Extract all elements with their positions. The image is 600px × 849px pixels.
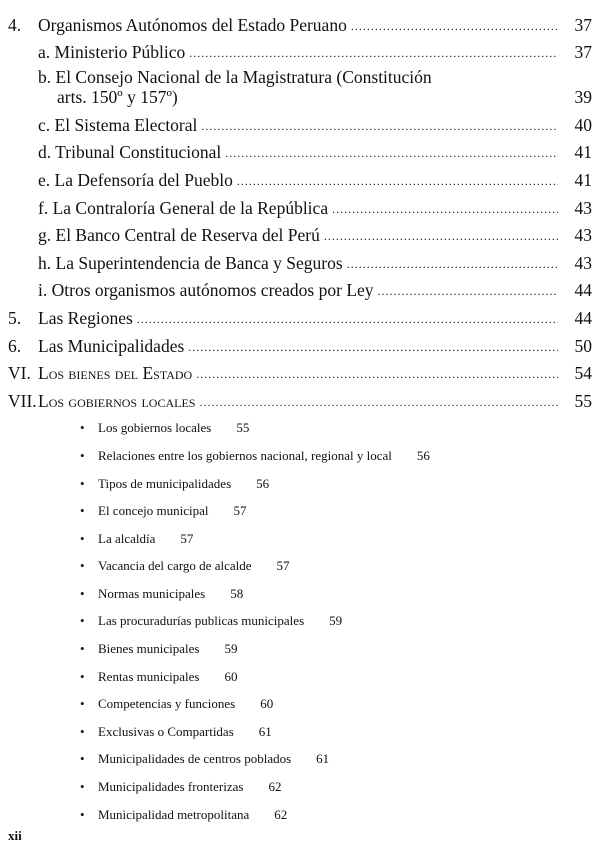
toc-entry	[0, 521, 194, 549]
dot-leader	[225, 144, 558, 162]
toc-entry	[0, 62, 600, 107]
bullet-icon: •	[80, 613, 85, 629]
dot-leader	[332, 200, 558, 218]
dot-leader	[324, 227, 558, 245]
page-ref: 59	[224, 641, 238, 657]
bullet-icon: •	[80, 530, 85, 546]
toc-entry	[0, 576, 244, 604]
entry-title: Municipalidades de centros poblados	[98, 751, 292, 767]
entry-number: VI.	[8, 363, 31, 384]
page-ref: 60	[260, 696, 274, 712]
entry-title: Exclusivas o Compartidas	[98, 723, 234, 739]
page-ref: 44	[574, 280, 592, 301]
page-ref: 57	[180, 530, 194, 546]
toc-entry	[0, 190, 600, 218]
entry-title: i. Otros organismos autónomos creados por Ley	[38, 280, 374, 301]
bullet-icon: •	[80, 806, 85, 822]
dot-leader	[237, 172, 558, 190]
page-ref: 37	[574, 42, 592, 63]
page-ref: 41	[574, 169, 592, 190]
page-ref: 61	[258, 723, 272, 739]
entry-title: Municipalidad metropolitana	[98, 806, 250, 822]
entry-title: Rentas municipales	[98, 668, 200, 684]
entry-number: VII.	[8, 390, 37, 411]
entry-title: Organismos Autónomos del Estado Peruano	[38, 14, 347, 35]
toc-entry	[0, 162, 600, 190]
page-ref: 43	[574, 225, 592, 246]
page-ref: 56	[416, 447, 430, 463]
entry-title: Los gobiernos locales	[38, 390, 196, 411]
page-ref: 57	[233, 503, 247, 519]
toc-entry	[0, 549, 290, 577]
toc-entry	[0, 742, 330, 770]
toc-entry	[0, 714, 272, 742]
dot-leader	[199, 393, 558, 411]
entry-number: 5.	[8, 307, 22, 328]
toc-entry	[0, 411, 250, 439]
page-ref: 40	[574, 114, 592, 135]
entry-number: 4.	[8, 14, 22, 35]
entry-title: h. La Superintendencia de Banca y Seguros	[38, 252, 343, 273]
entry-number: 6.	[8, 335, 22, 356]
bullet-icon: •	[80, 779, 85, 795]
page-ref: 55	[236, 420, 250, 436]
toc-entry	[0, 218, 600, 246]
page-ref: 62	[268, 779, 282, 795]
entry-title: Normas municipales	[98, 585, 206, 601]
entry-title: d. Tribunal Constitucional	[38, 142, 222, 163]
toc-entry	[0, 438, 430, 466]
page-ref: 39	[574, 87, 592, 108]
toc-entry	[0, 797, 288, 825]
entry-title: Relaciones entre los gobiernos nacional, regional y local	[98, 447, 392, 463]
table-of-contents	[0, 7, 600, 825]
bullet-icon: •	[80, 447, 85, 463]
bullet-icon: •	[80, 751, 85, 767]
bullet-icon: •	[80, 641, 85, 657]
page-ref: 59	[329, 613, 343, 629]
entry-title: Los bienes del Estado	[38, 363, 193, 384]
page-ref: 55	[574, 390, 592, 411]
toc-entry	[0, 135, 600, 163]
toc-entry	[0, 273, 600, 301]
entry-title: Competencias y funciones	[98, 696, 236, 712]
entry-title: Tipos de municipalidades	[98, 475, 232, 491]
entry-title	[0, 67, 562, 107]
entry-title: Las Regiones	[38, 307, 133, 328]
page-number: xii	[8, 828, 22, 843]
page-ref: 43	[574, 252, 592, 273]
toc-entry	[0, 300, 600, 328]
toc-entry	[0, 604, 343, 632]
entry-title: a. Ministerio Público	[38, 42, 186, 63]
bullet-icon: •	[80, 723, 85, 739]
bullet-icon: •	[80, 558, 85, 574]
dot-leader	[137, 310, 558, 328]
bullet-icon: •	[80, 696, 85, 712]
toc-entry	[0, 7, 600, 35]
entry-title: Bienes municipales	[98, 641, 200, 657]
toc-entry	[0, 494, 247, 522]
entry-title: Las Municipalidades	[38, 335, 185, 356]
page-ref: 50	[574, 335, 592, 356]
page-ref: 60	[224, 668, 238, 684]
bullet-icon: •	[80, 585, 85, 601]
page-ref: 41	[574, 142, 592, 163]
toc-entry	[0, 245, 600, 273]
dot-leader	[201, 117, 558, 135]
entry-title: e. La Defensoría del Pueblo	[38, 169, 233, 190]
toc-entry	[0, 35, 600, 63]
dot-leader	[347, 255, 558, 273]
entry-title: Vacancia del cargo de alcalde	[98, 558, 252, 574]
entry-title: c. El Sistema Electoral	[38, 114, 198, 135]
entry-title: g. El Banco Central de Reserva del Perú	[38, 225, 320, 246]
toc-entry	[0, 383, 600, 411]
dot-leader	[351, 17, 558, 35]
toc-entry	[0, 687, 274, 715]
bullet-icon: •	[80, 420, 85, 436]
entry-title: Municipalidades fronterizas	[98, 779, 244, 795]
entry-title: Las procuradurías publicas municipales	[98, 613, 305, 629]
toc-entry	[0, 356, 600, 384]
bullet-icon: •	[80, 475, 85, 491]
page-ref: 43	[574, 197, 592, 218]
page-ref: 58	[230, 585, 244, 601]
entry-title: f. La Contraloría General de la República	[38, 197, 329, 218]
toc-entry	[0, 769, 282, 797]
dot-leader	[196, 365, 558, 383]
dot-leader	[378, 282, 558, 300]
bullet-icon: •	[80, 668, 85, 684]
page-ref: 56	[256, 475, 270, 491]
toc-entry	[0, 328, 600, 356]
entry-title: Los gobiernos locales	[98, 420, 212, 436]
page-ref: 54	[574, 363, 592, 384]
dot-leader	[188, 338, 558, 356]
page-ref: 37	[574, 14, 592, 35]
toc-entry	[0, 631, 238, 659]
page-ref: 57	[276, 558, 290, 574]
page-ref: 44	[574, 307, 592, 328]
page-ref: 61	[316, 751, 330, 767]
entry-title: La alcaldía	[98, 530, 156, 546]
bullet-icon: •	[80, 503, 85, 519]
toc-entry	[0, 107, 600, 135]
dot-leader	[189, 44, 558, 62]
toc-entry	[0, 466, 270, 494]
page-ref: 62	[274, 806, 288, 822]
toc-entry	[0, 659, 238, 687]
entry-title: El concejo municipal	[98, 503, 209, 519]
entry-title-line2: arts. 150º y 157º)	[57, 87, 178, 108]
entry-title-line1: b. El Consejo Nacional de la Magistratura (Constitución	[38, 67, 432, 88]
